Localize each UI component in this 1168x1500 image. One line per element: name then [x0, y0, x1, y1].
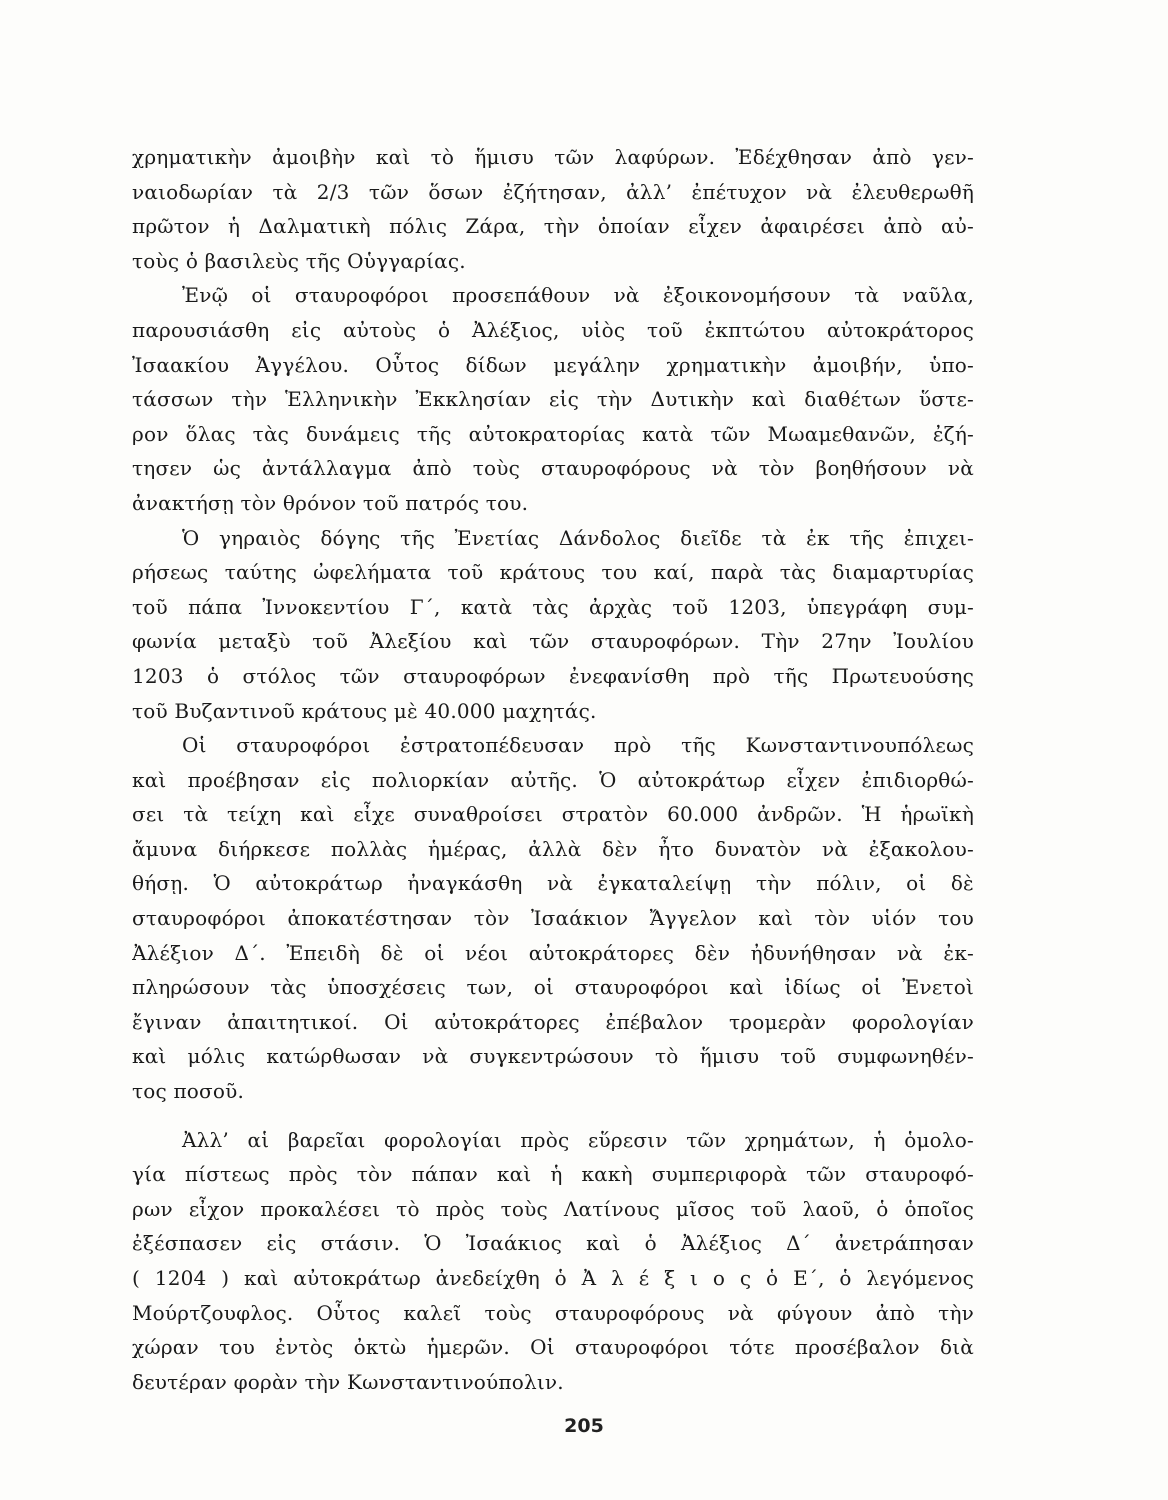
text-line: τάσσων τὴν Ἑλληνικὴν Ἐκκλησίαν εἰς τὴν Δυτικὴν καὶ διαθέτων ὕστε- — [132, 387, 974, 412]
text-line: τοὺς ὁ βασιλεὺς τῆς Οὑγγαρίας. — [132, 248, 466, 273]
text-line: σει τὰ τείχη καὶ εἶχε συναθροίσει στρατὸν 60.000 ἀνδρῶν. Ἡ ἡρωϊκὴ — [132, 802, 974, 827]
text-line: σταυροφόροι ἀποκατέστησαν τὸν Ἰσαάκιον Ἄγγελον καὶ τὸν υἱόν του — [132, 906, 974, 931]
text-line: Ἀλέξιον Δ΄. Ἐπειδὴ δὲ οἱ νέοι αὐτοκράτορες δὲν ἠδυνήθησαν νὰ ἐκ- — [132, 940, 974, 965]
paragraph-3 — [132, 521, 974, 729]
text-line: ἀνακτήσῃ τὸν θρόνον τοῦ πατρός του. — [132, 490, 529, 515]
body-text — [132, 140, 974, 1399]
page-number: 205 — [564, 1415, 604, 1437]
text-line: Οἱ σταυροφόροι ἐστρατοπέδευσαν πρὸ τῆς Κωνσταντινουπόλεως — [182, 733, 974, 758]
text-line: καὶ μόλις κατώρθωσαν νὰ συγκεντρώσουν τὸ ἥμισυ τοῦ συμφωνηθέν- — [132, 1044, 974, 1069]
text-line: δευτέραν φορὰν τὴν Κωνσταντινούπολιν. — [132, 1369, 564, 1394]
text-line: Ἀλλ’ αἱ βαρεῖαι φορολογίαι πρὸς εὕρεσιν τῶν χρημάτων, ἡ ὁμολο- — [182, 1127, 974, 1152]
text-line: ἔγιναν ἀπαιτητικοί. Οἱ αὐτοκράτορες ἐπέβαλον τρομερὰν φορολογίαν — [132, 1009, 974, 1034]
text-line: Ἰσαακίου Ἀγγέλου. Οὗτος δίδων μεγάλην χρηματικὴν ἀμοιβήν, ὑπο- — [132, 352, 974, 377]
text-line: Ὁ γηραιὸς δόγης τῆς Ἐνετίας Δάνδολος διεῖδε τὰ ἐκ τῆς ἐπιχει- — [182, 525, 974, 550]
text-line: τος ποσοῦ. — [132, 1079, 245, 1104]
text-line: φωνία μεταξὺ τοῦ Ἀλεξίου καὶ τῶν σταυροφόρων. Τὴν 27ην Ἰουλίου — [132, 629, 974, 654]
paragraph-5 — [132, 1123, 974, 1400]
text-line: ( 1204 ) καὶ αὐτοκράτωρ ἀνεδείχθη ὁ Ἀ λ έ ξ ι ο ς ὁ Ε΄, ὁ λεγόμενος — [132, 1266, 974, 1290]
text-line: ρήσεως ταύτης ὠφελήματα τοῦ κράτους του καί, παρὰ τὰς διαμαρτυρίας — [132, 560, 974, 585]
text-line: γία πίστεως πρὸς τὸν πάπαν καὶ ἡ κακὴ συμπεριφορὰ τῶν σταυροφό- — [132, 1162, 974, 1187]
text-line: πληρώσουν τὰς ὑποσχέσεις των, οἱ σταυροφόροι καὶ ἰδίως οἱ Ἐνετοὶ — [132, 975, 974, 1000]
text-line: ρον ὅλας τὰς δυνάμεις τῆς αὐτοκρατορίας κατὰ τῶν Μωαμεθανῶν, ἐζή- — [132, 421, 974, 446]
text-line: τοῦ Βυζαντινοῦ κράτους μὲ 40.000 μαχητάς. — [132, 698, 597, 723]
text-line: ρων εἶχον προκαλέσει τὸ πρὸς τοὺς Λατίνους μῖσος τοῦ λαοῦ, ὁ ὁποῖος — [132, 1196, 974, 1221]
text-line: χρηματικὴν ἀμοιβὴν καὶ τὸ ἥμισυ τῶν λαφύρων. Ἐδέχθησαν ἀπὸ γεν- — [132, 145, 974, 169]
text-line: πρῶτον ἡ Δαλματικὴ πόλις Ζάρα, τὴν ὁποίαν εἶχεν ἀφαιρέσει ἀπὸ αὐ- — [132, 214, 974, 239]
text-line: ναιοδωρίαν τὰ 2/3 τῶν ὅσων ἐζήτησαν, ἀλλ’ ἐπέτυχον νὰ ἐλευθερωθῆ — [132, 179, 974, 204]
paragraph-gap — [132, 1109, 974, 1123]
text-line: τησεν ὡς ἀντάλλαγμα ἀπὸ τοὺς σταυροφόρους νὰ τὸν βοηθήσουν νὰ — [132, 456, 974, 481]
text-line: χώραν του ἐντὸς ὀκτὼ ἡμερῶν. Οἱ σταυροφόροι τότε προσέβαλον διὰ — [132, 1335, 974, 1360]
text-line: καὶ προέβησαν εἰς πολιορκίαν αὐτῆς. Ὁ αὐτοκράτωρ εἶχεν ἐπιδιορθώ- — [132, 767, 974, 792]
paragraph-1 — [132, 140, 974, 278]
text-line: Μούρτζουφλος. Οὗτος καλεῖ τοὺς σταυροφόρους νὰ φύγουν ἀπὸ τὴν — [132, 1300, 974, 1325]
text-line: παρουσιάσθη εἰς αὐτοὺς ὁ Ἀλέξιος, υἱὸς τοῦ ἐκπτώτου αὐτοκράτορος — [132, 317, 974, 342]
paragraph-4 — [132, 728, 974, 1109]
text-line: Ἐνῷ οἱ σταυροφόροι προσεπάθουν νὰ ἐξοικονομήσουν τὰ ναῦλα, — [182, 283, 974, 308]
text-line: ἐξέσπασεν εἰς στάσιν. Ὁ Ἰσαάκιος καὶ ὁ Ἀλέξιος Δ΄ ἀνετράπησαν — [132, 1231, 974, 1256]
text-line: 1203 ὁ στόλος τῶν σταυροφόρων ἐνεφανίσθη πρὸ τῆς Πρωτευούσης — [132, 663, 974, 688]
paragraph-2 — [132, 278, 974, 520]
text-line: ἄμυνα διήρκεσε πολλὰς ἡμέρας, ἀλλὰ δὲν ἦτο δυνατὸν νὰ ἐξακολου- — [132, 836, 974, 861]
text-line: θήσῃ. Ὁ αὐτοκράτωρ ἠναγκάσθη νὰ ἐγκαταλείψῃ τὴν πόλιν, οἱ δὲ — [132, 871, 974, 896]
text-line: τοῦ πάπα Ἰννοκεντίου Γ΄, κατὰ τὰς ἀρχὰς τοῦ 1203, ὑπεγράφη συμ- — [132, 594, 974, 619]
